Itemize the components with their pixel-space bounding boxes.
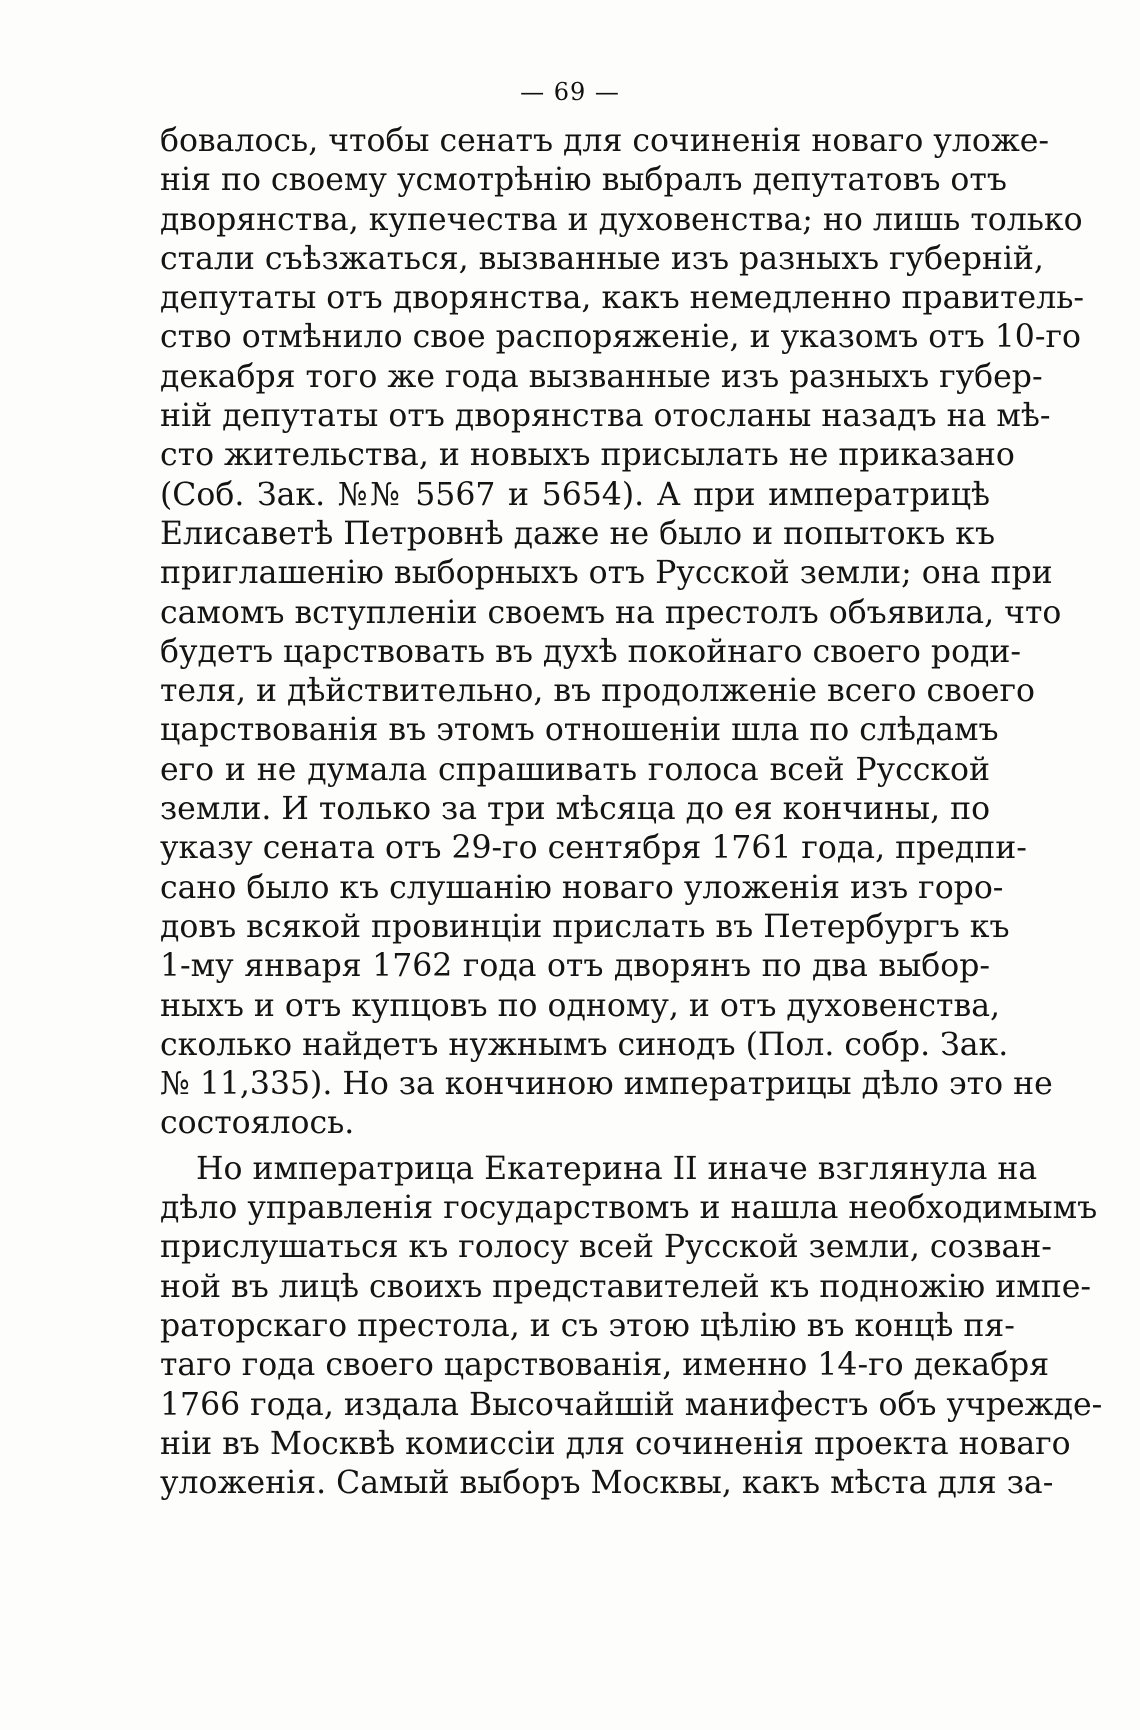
text-line: депутаты отъ дворянства, какъ немедленно правитель- (160, 280, 1085, 317)
text-line: Но императрица Екатерина II иначе взглянула на (196, 1150, 1038, 1187)
text-line: 1766 года, издала Высочайшій манифестъ объ учрежде- (160, 1386, 1103, 1423)
text-line: ной въ лицѣ своихъ представителей къ подножію импе- (160, 1268, 1092, 1305)
text-line: его и не думала спрашивать голоса всей Русской (160, 751, 990, 788)
text-line: № 11,335). Но за кончиною императрицы дѣло это не (160, 1066, 1053, 1103)
text-line: ство отмѣнило свое распоряженіе, и указомъ отъ 10-го (160, 319, 1081, 356)
text-line: бовалось, чтобы сенатъ для сочиненія новаго уложе- (160, 123, 1050, 159)
text-line: сано было къ слушанію новаго уложенія изъ горо- (160, 869, 1004, 906)
text-line: таго года своего царствованія, именно 14-го декабря (160, 1347, 1050, 1384)
text-line: царствованія въ этомъ отношеніи шла по слѣдамъ (160, 712, 999, 749)
text-line: прислушаться къ голосу всей Русской земли, созван- (160, 1229, 1052, 1266)
text-line: нія по своему усмотрѣнію выбралъ депутатовъ отъ (160, 162, 1007, 199)
text-line: сколько найдетъ нужнымъ синодъ (Пол. собр. Зак. (160, 1026, 1009, 1063)
text-line: сто жительства, и новыхъ присылать не приказано (160, 437, 1015, 474)
text-line: ній депутаты отъ дворянства отосланы назадъ на мѣ- (160, 398, 1051, 435)
page-number: — 69 — (520, 78, 620, 106)
text-line: состоялось. (160, 1105, 355, 1142)
body-text (160, 122, 1103, 1503)
text-line: земли. И только за три мѣсяца до ея кончины, по (160, 791, 991, 828)
text-line: 1-му января 1762 года отъ дворянъ по два выбор- (160, 948, 990, 985)
text-line: довъ всякой провинціи прислать въ Петербургъ къ (160, 908, 1010, 945)
text-line: приглашенію выборныхъ отъ Русской земли; она при (160, 555, 1053, 592)
text-line: ныхъ и отъ купцовъ по одному, и отъ духовенства, (160, 987, 1000, 1024)
paragraph-2 (160, 1150, 1103, 1504)
text-line: раторскаго престола, и съ этою цѣлію въ концѣ пя- (160, 1307, 1015, 1344)
text-line: дворянства, купечества и духовенства; но лишь только (160, 201, 1083, 238)
text-line: декабря того же года вызванные изъ разныхъ губер- (160, 358, 1043, 395)
text-line: (Соб. Зак. №№ 5567 и 5654). А при императрицѣ (160, 476, 990, 513)
text-line: самомъ вступленіи своемъ на престолъ объявила, что (160, 594, 1062, 631)
text-line: теля, и дѣйствительно, въ продолженіе всего своего (160, 673, 1035, 710)
text-line: будетъ царствовать въ духѣ покойнаго своего роди- (160, 633, 1022, 670)
text-line: указу сената отъ 29-го сентября 1761 года, предпи- (160, 830, 1027, 867)
text-line: уложенія. Самый выборъ Москвы, какъ мѣста для за- (160, 1465, 1054, 1502)
text-line: стали съѣзжаться, вызванные изъ разныхъ губерній, (160, 240, 1044, 277)
text-line: ніи въ Москвѣ комиссіи для сочиненія проекта новаго (160, 1425, 1071, 1462)
text-line: Елисаветѣ Петровнѣ даже не было и попытокъ къ (160, 515, 996, 552)
text-line: дѣло управленія государствомъ и нашла необходимымъ (160, 1190, 1098, 1227)
paragraph-1 (160, 122, 1085, 1144)
